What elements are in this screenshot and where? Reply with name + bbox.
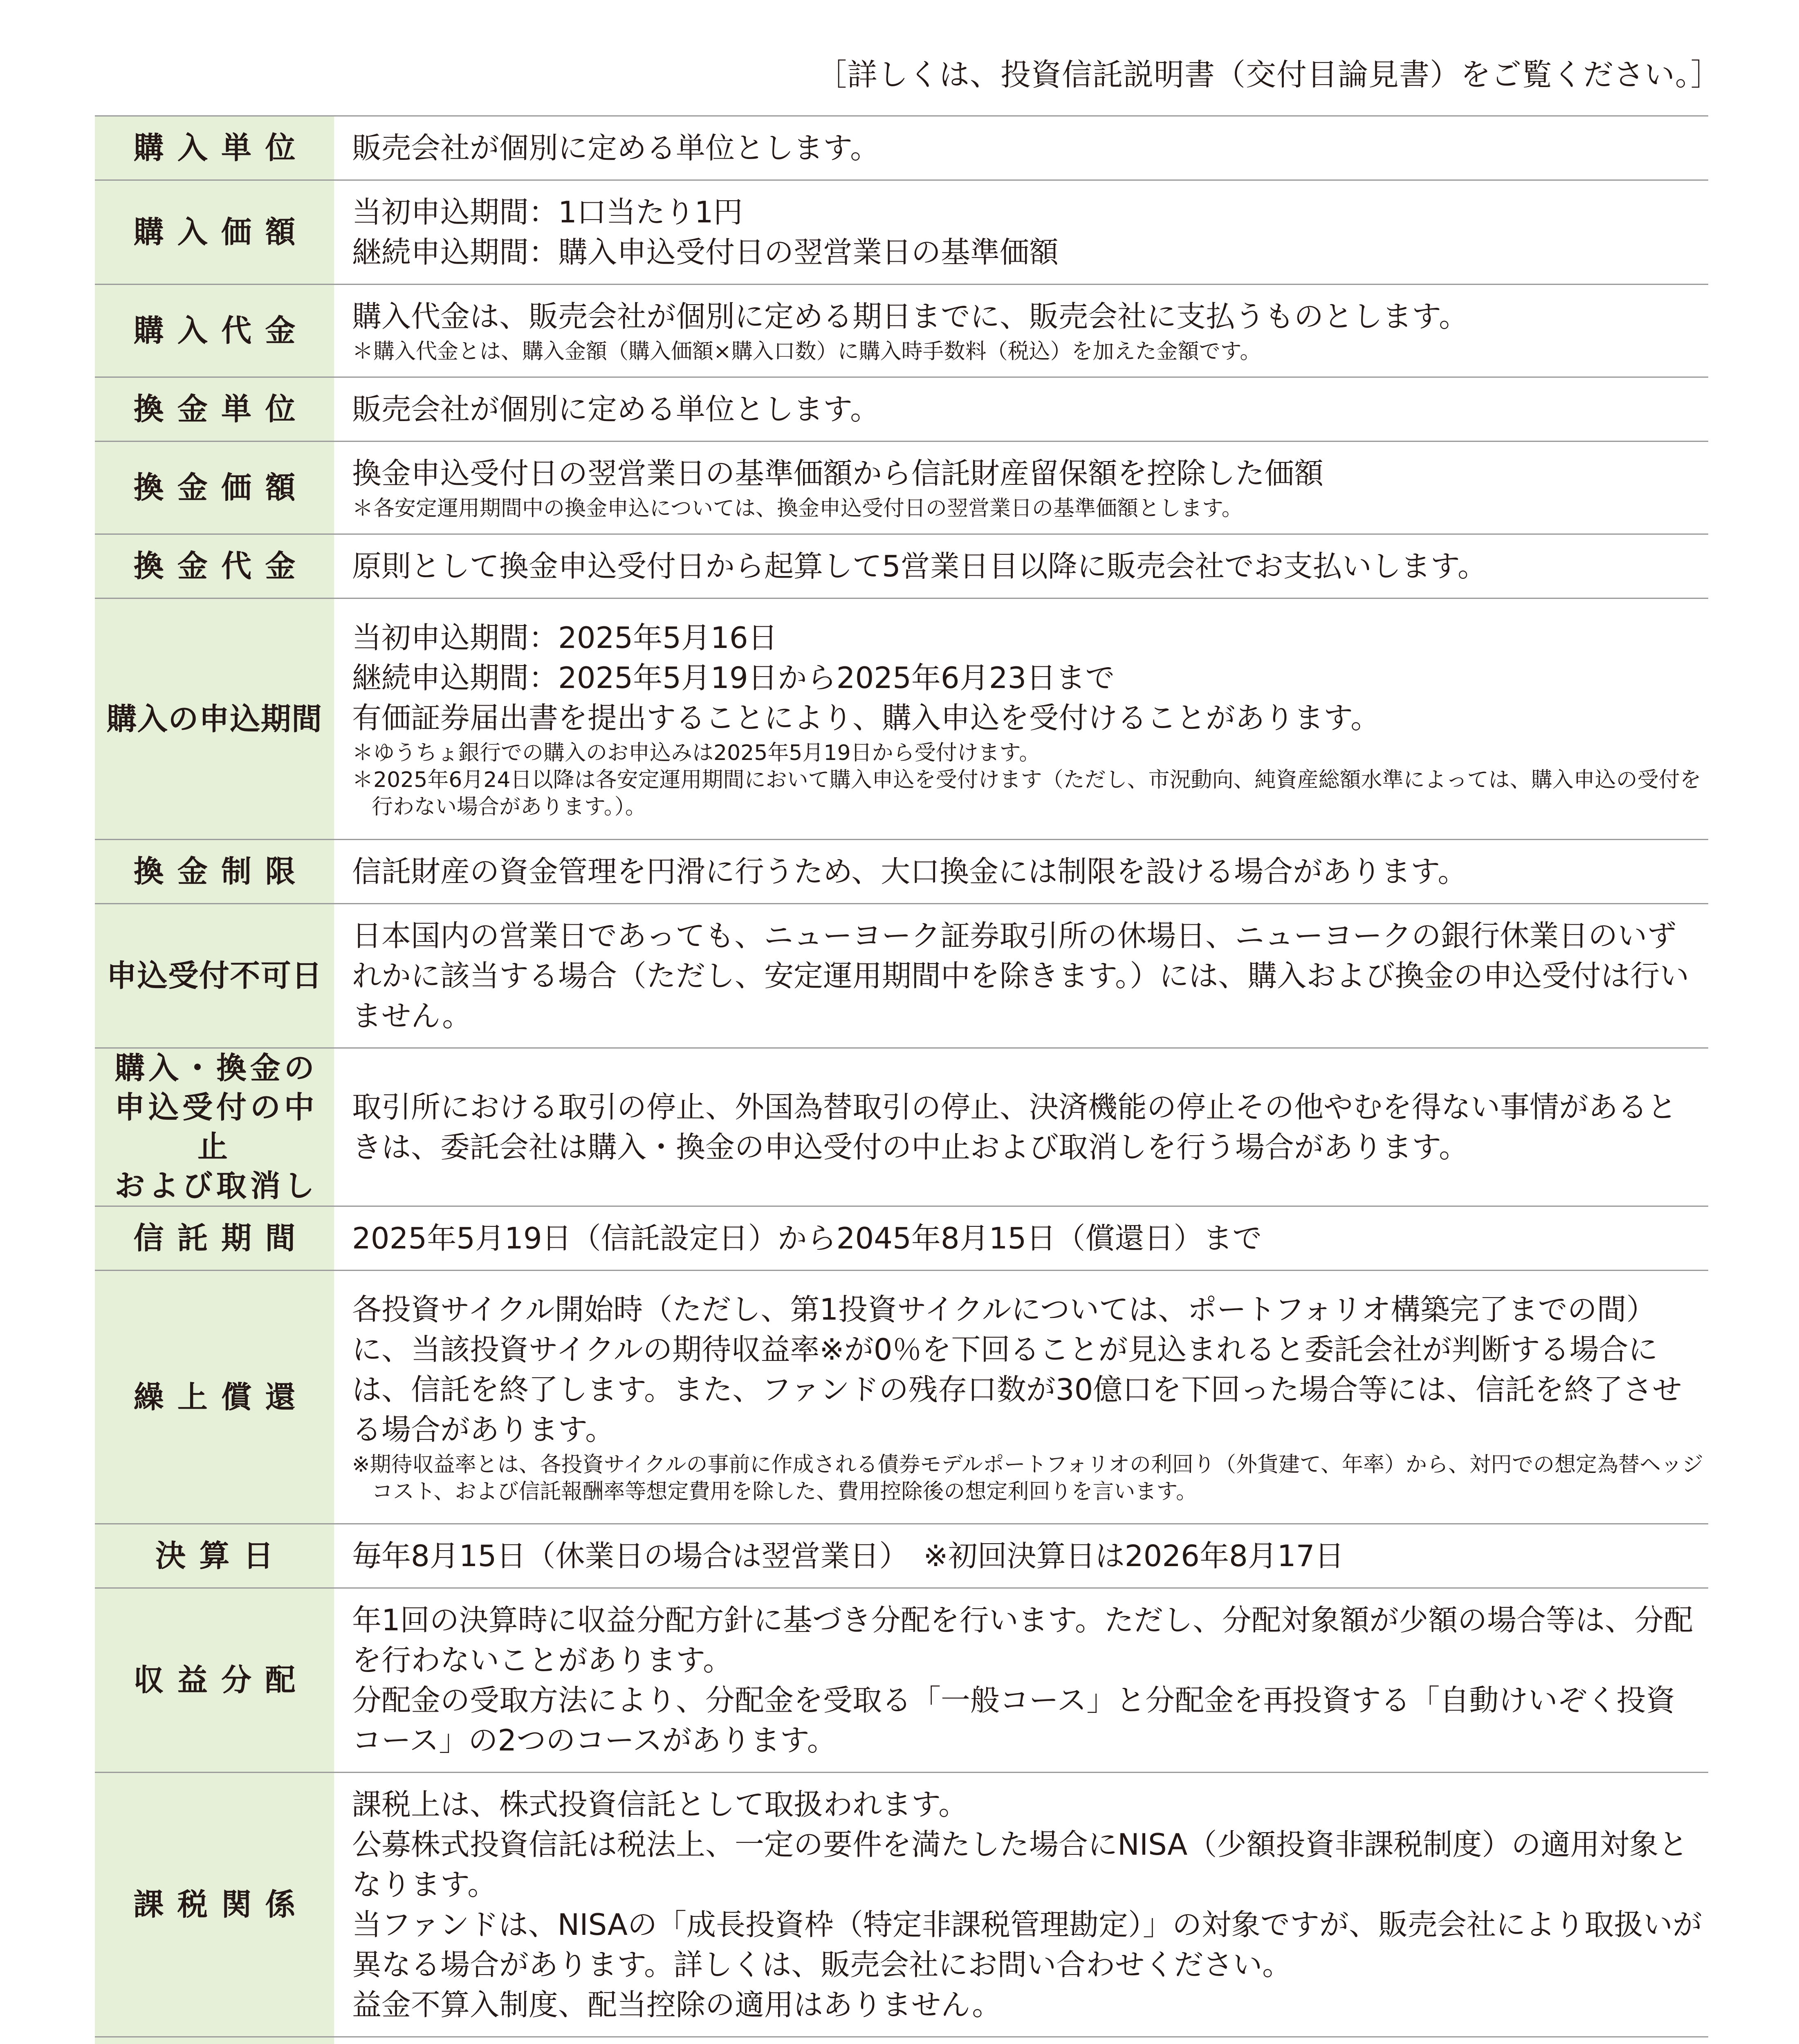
row-content xyxy=(334,598,1708,840)
content-line: 販売会社が個別に定める単位とします。 xyxy=(352,392,880,426)
row-content xyxy=(334,1048,1708,1206)
row-content xyxy=(334,1524,1708,1588)
row-label-line: および取消し xyxy=(114,1168,318,1204)
row-content xyxy=(334,1206,1708,1271)
row-label: 繰上償還 xyxy=(95,1271,334,1524)
row-label: 換金制限 xyxy=(95,840,334,904)
row-label: 換金単位 xyxy=(95,377,334,442)
table-row xyxy=(95,1271,1708,1524)
row-content xyxy=(334,1271,1708,1524)
table-row xyxy=(95,1773,1708,2037)
content-line: 分配金の受取方法により、分配金を受取る「一般コース」と分配金を再投資する「自動けいぞく投資コース」の2つのコースがあります。 xyxy=(352,1683,1676,1757)
fund-terms-table xyxy=(95,115,1708,2044)
row-label: 申込受付不可日 xyxy=(95,904,334,1048)
row-label: 購入単位 xyxy=(95,116,334,180)
content-line: 2025年5月19日（信託設定日）から2045年8月15日（償還日）まで xyxy=(352,1221,1262,1255)
content-line: 益金不算入制度、配当控除の適用はありません。 xyxy=(352,1988,1002,2022)
content-line: 継続申込期間：購入申込受付日の翌営業日の基準価額 xyxy=(352,235,1059,269)
content-note: ＊ゆうちょ銀行での購入のお申込みは2025年5月19日から受付けます。 xyxy=(352,740,1041,765)
content-line: 取引所における取引の停止、外国為替取引の停止、決済機能の停止その他やむを得ない事情があるときは、委託会社は購入・換金の申込受付の中止および取消しを行う場合があります。 xyxy=(352,1090,1677,1164)
row-label: 購入の申込期間 xyxy=(95,598,334,840)
row-label: 換金代金 xyxy=(95,534,334,598)
table-row xyxy=(95,116,1708,180)
content-line: 各投資サイクル開始時（ただし、第1投資サイクルについては、ポートフォリオ構築完了までの間）に、当該投資サイクルの期待収益率※が0％を下回ることが見込まれると委託会社が判断する場合には、信託を終了します。また、ファンドの残存口数が30億口を下回った場合等には、信託を終了させる場合があります。 xyxy=(352,1292,1682,1447)
content-note: ＊購入代金とは、購入金額（購入価額×購入口数）に購入時手数料（税込）を加えた金額です。 xyxy=(352,339,1261,364)
row-label: 購入価額 xyxy=(95,180,334,285)
content-note: ※期待収益率とは、各投資サイクルの事前に作成される債券モデルポートフォリオの利回り（外貨建て、年率）から、対円での想定為替ヘッジコスト、および信託報酬率等想定費用を除した、費用控除後の想定利回りを言います。 xyxy=(352,1452,1704,1504)
table-row xyxy=(95,2037,1708,2044)
table-row xyxy=(95,904,1708,1048)
table-row xyxy=(95,180,1708,285)
table-row xyxy=(95,598,1708,840)
content-line: 購入代金は、販売会社が個別に定める期日までに、販売会社に支払うものとします。 xyxy=(352,299,1469,334)
content-line: 課税上は、株式投資信託として取扱われます。 xyxy=(352,1787,968,1822)
content-line: 日本国内の営業日であっても、ニューヨーク証券取引所の休場日、ニューヨークの銀行休業日のいずれかに該当する場合（ただし、安定運用期間中を除きます。）には、購入および換金の申込受付は行いません。 xyxy=(352,919,1689,1033)
row-content xyxy=(334,377,1708,442)
row-content xyxy=(334,904,1708,1048)
row-content xyxy=(334,1588,1708,1773)
table-row xyxy=(95,534,1708,598)
row-label: 購入代金 xyxy=(95,285,334,377)
table-row xyxy=(95,1524,1708,1588)
content-line: 毎年8月15日（休業日の場合は翌営業日） ※初回決算日は2026年8月17日 xyxy=(352,1539,1344,1573)
row-content xyxy=(334,285,1708,377)
table-row xyxy=(95,377,1708,442)
content-line: 換金申込受付日の翌営業日の基準価額から信託財産留保額を控除した価額 xyxy=(352,456,1324,491)
content-line: 当ファンドは、NISAの「成長投資枠（特定非課税管理勘定）」の対象ですが、販売会社により取扱いが異なる場合があります。詳しくは、販売会社にお問い合わせください。 xyxy=(352,1907,1702,1982)
header-note: ［詳しくは、投資信託説明書（交付目論見書）をご覧ください。］ xyxy=(817,57,1721,92)
row-content xyxy=(334,2037,1708,2044)
content-line: 年1回の決算時に収益分配方針に基づき分配を行います。ただし、分配対象額が少額の場合等は、分配を行わないことがあります。 xyxy=(352,1603,1694,1677)
content-line: 有価証券届出書を提出することにより、購入申込を受付けることがあります。 xyxy=(352,700,1380,735)
row-content xyxy=(334,840,1708,904)
row-content xyxy=(334,180,1708,285)
row-label xyxy=(95,2037,334,2044)
row-content xyxy=(334,442,1708,534)
content-line: 継続申込期間：2025年5月19日から2025年6月23日まで xyxy=(352,660,1115,695)
row-label-line: 申込受付の中止 xyxy=(114,1090,318,1164)
content-note: ＊各安定運用期間中の換金申込については、換金申込受付日の翌営業日の基準価額とします。 xyxy=(352,496,1243,521)
table-row xyxy=(95,840,1708,904)
row-label-line: 購入・換金の xyxy=(114,1051,318,1086)
content-line: 当初申込期間：2025年5月16日 xyxy=(352,620,778,655)
content-line: 公募株式投資信託は税法上、一定の要件を満たした場合にNISA（少額投資非課税制度）の適用対象となります。 xyxy=(352,1827,1688,1902)
table-row xyxy=(95,442,1708,534)
row-label: 換金価額 xyxy=(95,442,334,534)
table-row xyxy=(95,285,1708,377)
content-line: 原則として換金申込受付日から起算して5営業日目以降に販売会社でお支払いします。 xyxy=(352,549,1487,583)
table-row xyxy=(95,1206,1708,1271)
row-label: 課税関係 xyxy=(95,1773,334,2037)
row-label: 決算日 xyxy=(95,1524,334,1588)
content-note: ＊2025年6月24日以降は各安定運用期間において購入申込を受付けます（ただし、市況動向、純資産総額水準によっては、購入申込の受付を行わない場合があります。）。 xyxy=(352,767,1701,819)
row-label: 信託期間 xyxy=(95,1206,334,1271)
table-row xyxy=(95,1048,1708,1206)
content-line: 信託財産の資金管理を円滑に行うため、大口換金には制限を設ける場合があります。 xyxy=(352,854,1467,889)
row-content xyxy=(334,116,1708,180)
content-line: 当初申込期間：1口当たり1円 xyxy=(352,195,743,229)
table-row xyxy=(95,1588,1708,1773)
row-label: 収益分配 xyxy=(95,1588,334,1773)
row-content xyxy=(334,534,1708,598)
content-line: 販売会社が個別に定める単位とします。 xyxy=(352,131,880,165)
row-content xyxy=(334,1773,1708,2037)
row-label xyxy=(95,1048,334,1206)
